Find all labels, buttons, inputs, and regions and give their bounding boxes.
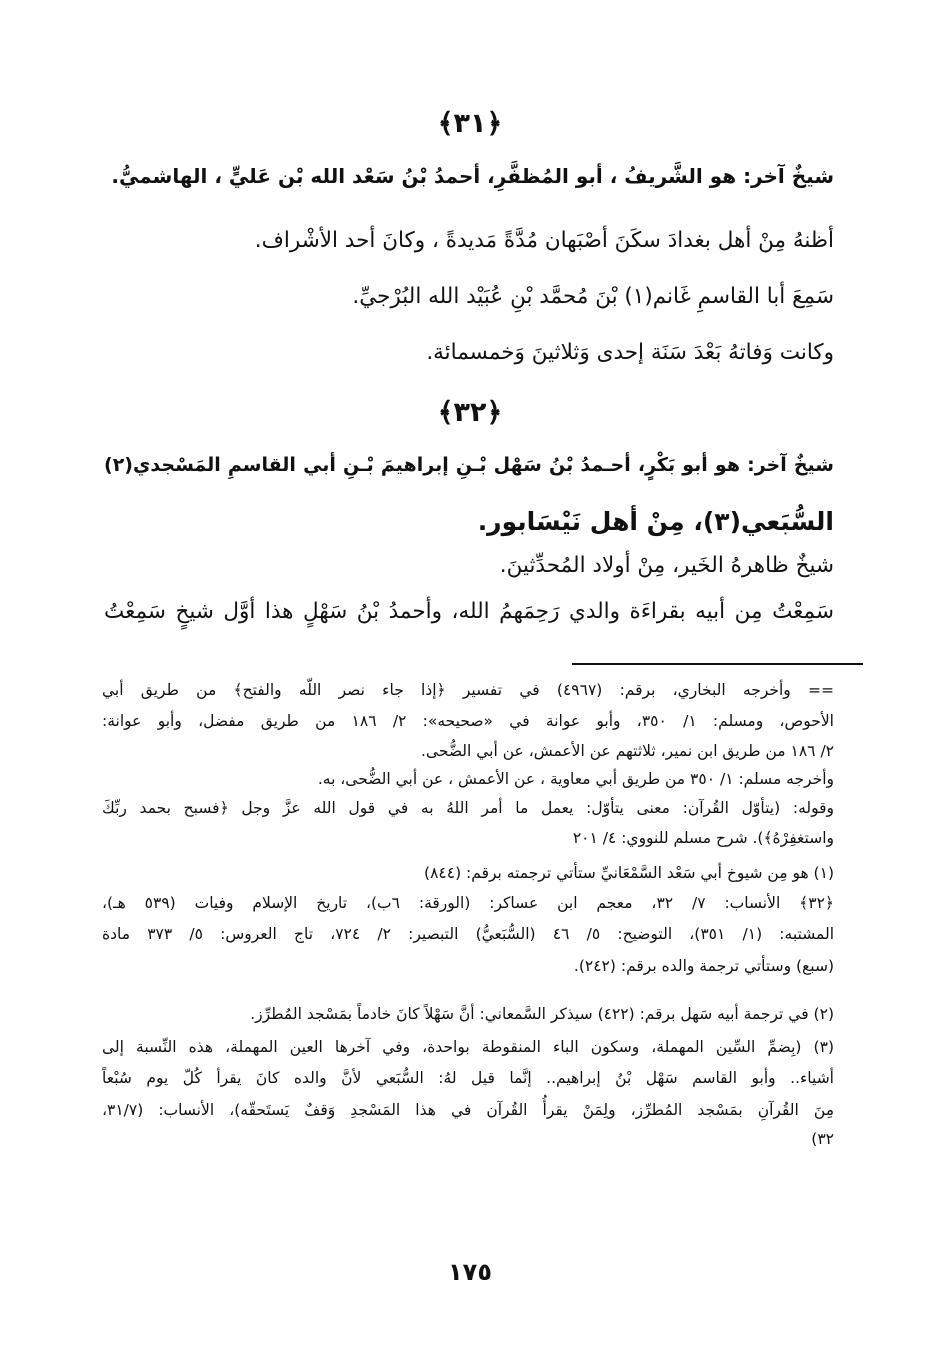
footnote-line-5: وقوله: (يتأوّل القُرآن: معنى يتأوّل: يعمل ما أمر اللهُ به في قول الله عزَّ وجل ﴿فسبح بحمد ربِّكَ <box>102 799 834 817</box>
page-number: ١٧٥ <box>448 1258 492 1286</box>
footnote-line-14: مِنَ القُرآنِ بمَسْجد المُطرِّز، ولِمَنْ يقرأُ القُرآن في هذا المَسْجدِ وَقفٌ يَستَحقّه)، الأنساب: (٣١/٧، <box>102 1101 834 1119</box>
footnote-line-13: أشياء.. وأبو القاسم سَهْل بْنُ إبراهيم.. إنَّما قيل لهُ: السُّبَعي لأنَّ والده كانَ يقرأ كُلّ يوم سُبْعاً <box>102 1069 834 1087</box>
footnote-line-4: وأخرجه مسلم: ١/ ٣٥٠ من طريق أبي معاوية ، عن الأعمش ، عن أبي الضُّحى، به. <box>317 770 834 788</box>
footnote-line-1: == وأخرجه البخاري، برقم: (٤٩٦٧) في تفسير ﴿إذا جاء نصر اللّه والفتح﴾ من طريق أبي <box>102 681 834 699</box>
entry-32-header-line-2: السُّبَعي(٣)، مِنْ أهل نَيْسَابور. <box>477 507 834 536</box>
footnote-line-2: الأحوص، ومسلم: ١/ ٣٥٠، وأبو عوانة في «صحيحه»: ٢/ ١٨٦ من طريق مفضل، وأبو عوانة: <box>102 712 834 730</box>
entry-31-header: شيخٌ آخر: هو الشَّريفُ ، أبو المُظفَّرِ، أحمدُ بْنُ سَعْد الله بْن عَليٍّ ، الهاشميُّ. <box>111 164 834 188</box>
footnote-line-10: (سبع) وستأتي ترجمة والده برقم: (٢٤٢). <box>573 957 834 975</box>
entry-31-line-1: أظنهُ مِنْ أهل بغدادَ سكَنَ أصْبَهان مُدَّةً مَديدةً ، وكانَ أحد الأشْراف. <box>254 228 834 253</box>
footnote-line-8: ﴿٣٢﴾ الأنساب: ٧/ ٣٢، معجم ابن عساكر: (الورقة: ٦ب)، تاريخ الإسلام وفيات (٥٣٩ هـ)، <box>102 894 834 912</box>
entry-32-line-2: سَمِعْتُ مِن أبيه بقراءَة والدي رَحِمَهمُ الله، وأحمدُ بْنُ سَهْلٍ هذا أوَّل شيخٍ سَمِعْتُ <box>104 599 834 624</box>
entry-number-31: ﴿٣١﴾ <box>437 108 503 139</box>
footnote-line-6: واستغفِرْهُ﴾). شرح مسلم للنووي: ٤/ ٢٠١ <box>572 829 834 847</box>
entry-31-line-3: وكانت وَفاتهُ بَعْدَ سَنَة إحدى وَثلاثينَ وَخمسمائة. <box>426 340 834 365</box>
footnote-line-12: (٣) (بِضمِّ السِّين المهملة، وسكون الباء المنقوطة بواحدة، وفي آخرها العين المهملة، هذه النِّسبة إلى <box>102 1038 834 1056</box>
footnote-line-9: المشتبه: (١/ ٣٥١)، التوضيح: ٥/ ٤٦ (السُّبَعيُّ) التبصير: ٢/ ٧٢٤، تاج العروس: ٥/ ٣٧٣ مادة <box>102 925 835 943</box>
entry-32-header-line-1: شيخٌ آخر: هو أبو بَكْرٍ، أحـمدُ بْنُ سَهْل بْـنِ إبراهيمَ بْـنِ أبي القاسمِ المَسْجدي(٢) <box>104 454 834 476</box>
footnote-line-3: ٢/ ١٨٦ من طريق ابن نمير، ثلاثتهم عن الأعمش، عن أبي الضُّحى. <box>421 742 834 760</box>
footnote-divider <box>572 663 863 665</box>
footnote-line-15: ٣٢) <box>811 1130 834 1148</box>
entry-number-32: ﴿٣٢﴾ <box>437 397 503 428</box>
entry-31-line-2: سَمِعَ أبا القاسمِ غَانم(١) بْنَ مُحمَّد بْنِ عُبَيْد الله البُرْجيِّ. <box>352 284 834 309</box>
entry-32-line-1: شيخٌ ظاهرهُ الخَير، مِنْ أولاد المُحدِّثينَ. <box>499 553 834 578</box>
footnote-line-7: (١) هو مِن شيوخ أبي سَعْد السَّمْعَانيِّ ستأتي ترجمته برقم: (٨٤٤) <box>424 864 834 882</box>
footnote-line-11: (٢) في ترجمة أبيه سَهل برقم: (٤٢٢) سيذكر السَّمعاني: أنَّ سَهْلاً كانَ خادماً بمَسْجد المُطرِّز. <box>250 1005 834 1023</box>
